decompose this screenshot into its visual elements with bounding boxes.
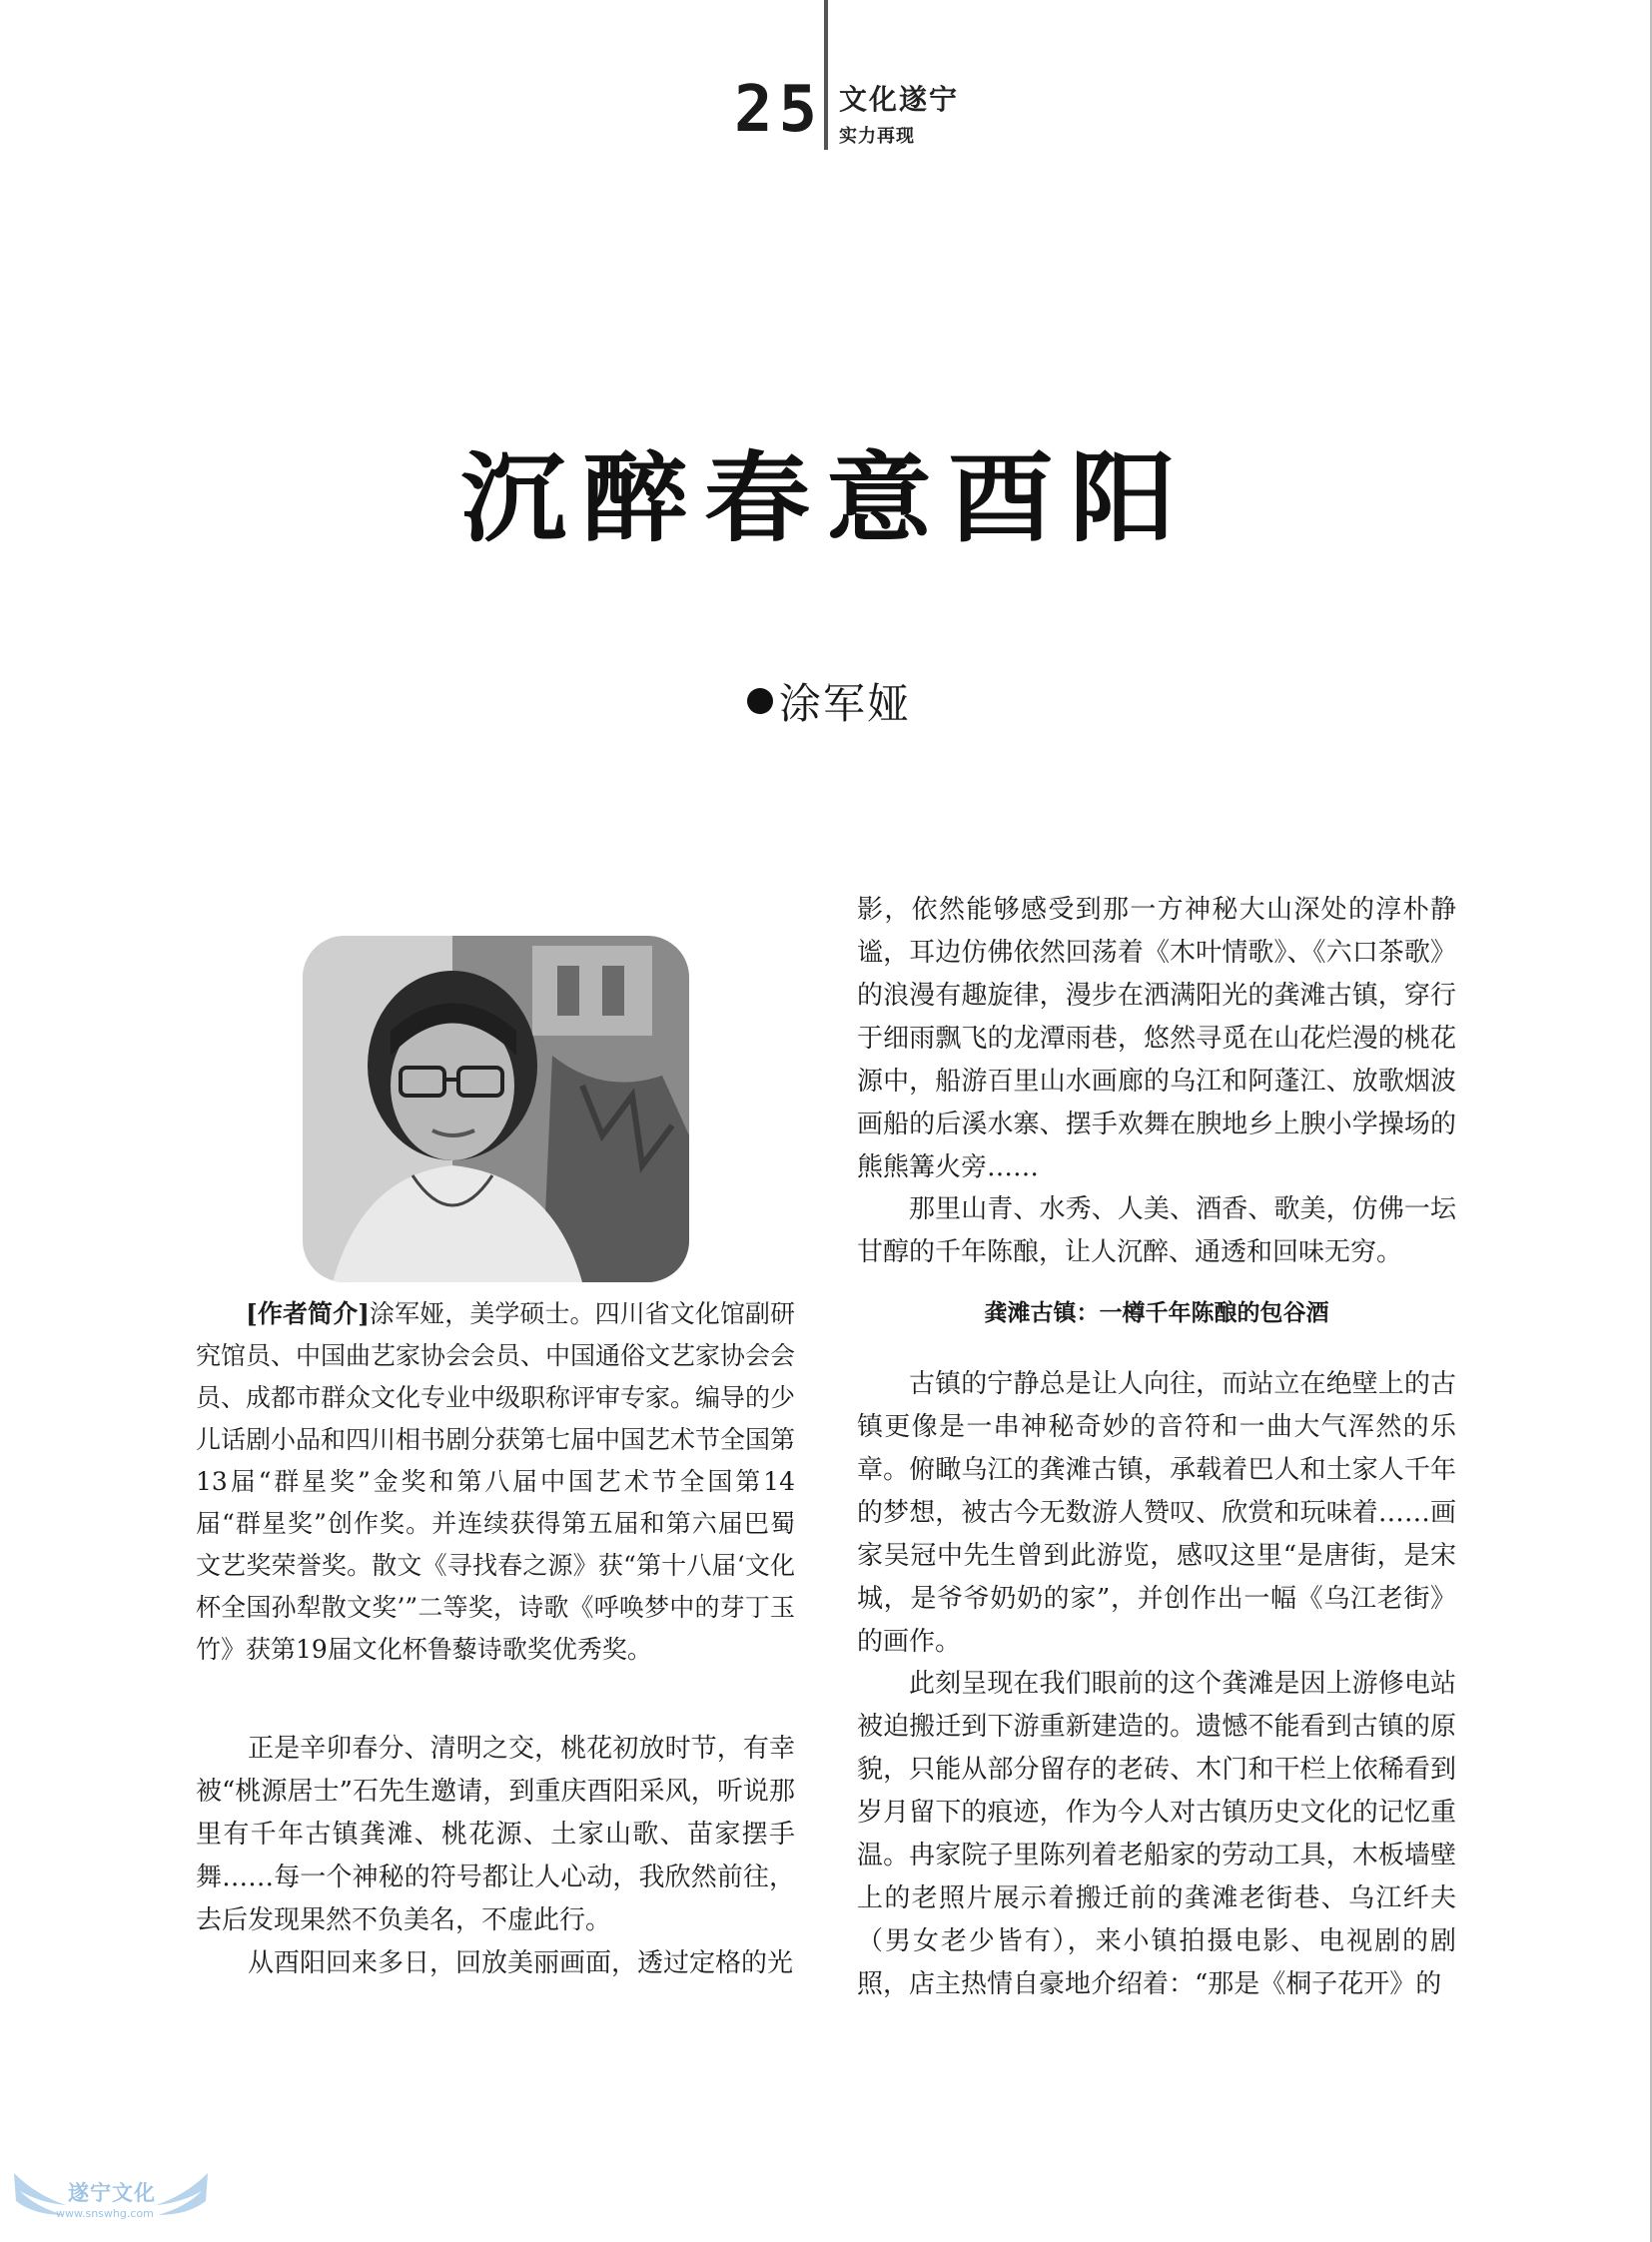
author-name: 涂军娅 (779, 679, 912, 728)
page-number: 25 (734, 73, 824, 147)
body-paragraph-2: 从酉阳回来多日，回放美丽画面，透过定格的光 (248, 1948, 794, 1978)
article-title: 沉醉春意酉阳 (460, 441, 1192, 556)
body-paragraph-5: 古镇的宁静总是让人向往，而站立在绝壁上的古镇更像是一串神秘奇妙的音符和一曲大气浑然的乐章。俯瞰乌江的龚滩古镇，承载着巴人和土家人千年的梦想，被古今无数游人赞叹、欣赏和玩味着……画家吴冠中先生曾到此游览，感叹这里“是唐街，是宋城，是爷爷奶奶的家”，并创作出一幅《乌江老街》的画作。 (857, 1369, 1456, 1657)
watermark-url: www.snswhg.com (56, 2207, 154, 2220)
watermark-name: 遂宁文化 (68, 2181, 156, 2205)
body-paragraph-6: 此刻呈现在我们眼前的这个龚滩是因上游修电站被迫搬迁到下游重新建造的。遗憾不能看到古镇的原貌，只能从部分留存的老砖、木门和干栏上依稀看到岁月留下的痕迹，作为今人对古镇历史文化的记忆重温。冉家院子里陈列着老船家的劳动工具，木板墙壁上的老照片展示着搬迁前的龚滩老街巷、乌江纤夫（男女老少皆有），来小镇拍摄电影、电视剧的剧照，店主热情自豪地介绍着：“那是《桐子花开》的 (857, 1669, 1456, 1999)
bio-tag: [作者简介] (246, 1299, 370, 1328)
body-paragraph-4: 那里山青、水秀、人美、酒香、歌美，仿佛一坛甘醇的千年陈酿，让人沉醉、通透和回味无穷。 (857, 1194, 1456, 1267)
byline (747, 671, 911, 731)
author-bio (196, 1293, 795, 1671)
column-subtitle: 实力再现 (839, 126, 915, 147)
body-paragraph-3: 影，依然能够感受到那一方神秘大山深处的淳朴静谧，耳边仿佛依然回荡着《木叶情歌》、《六口茶歌》的浪漫有趣旋律，漫步在洒满阳光的龚滩古镇，穿行于细雨飘飞的龙潭雨巷，悠然寻觅在山花烂漫的桃花源中，船游百里山水画廊的乌江和阿蓬江、放歌烟波画船的后溪水寨、摆手欢舞在腴地乡上腴小学操场的熊熊篝火旁…… (857, 895, 1456, 1182)
column-name: 文化遂宁 (839, 83, 960, 116)
author-portrait-image (303, 936, 689, 1282)
site-watermark (6, 2165, 216, 2237)
body-paragraph-1: 正是辛卯春分、清明之交，桃花初放时节，有幸被“桃源居士”石先生邀请，到重庆酉阳采风，听说那里有千年古镇龚滩、桃花源、土家山歌、苗家摆手舞……每一个神秘的符号都让人心动，我欣然前往，去后发现果然不负美名，不虚此行。 (196, 1734, 795, 1935)
section-subheading: 龚滩古镇：一樽千年陈酿的包谷酒 (984, 1300, 1329, 1326)
bullet-dot-icon (747, 688, 773, 714)
bio-text: 涂军娅，美学硕士。四川省文化馆副研究馆员、中国曲艺家协会会员、中国通俗文艺家协会会员、成都市群众文化专业中级职称评审专家。编导的少儿话剧小品和四川相书剧分获第七届中国艺术节全国第13届“群星奖”金奖和第八届中国艺术节全国第14届“群星奖”创作奖。并连续获得第五届和第六届巴蜀文艺奖荣誉奖。散文《寻找春之源》获“第十八届‘文化杯全国孙犁散文奖’”二等奖，诗歌《呼唤梦中的芽丁玉竹》获第19届文化杯鲁藜诗歌奖优秀奖。 (196, 1299, 796, 1664)
header-divider (824, 0, 828, 150)
author-photo (303, 936, 689, 1282)
